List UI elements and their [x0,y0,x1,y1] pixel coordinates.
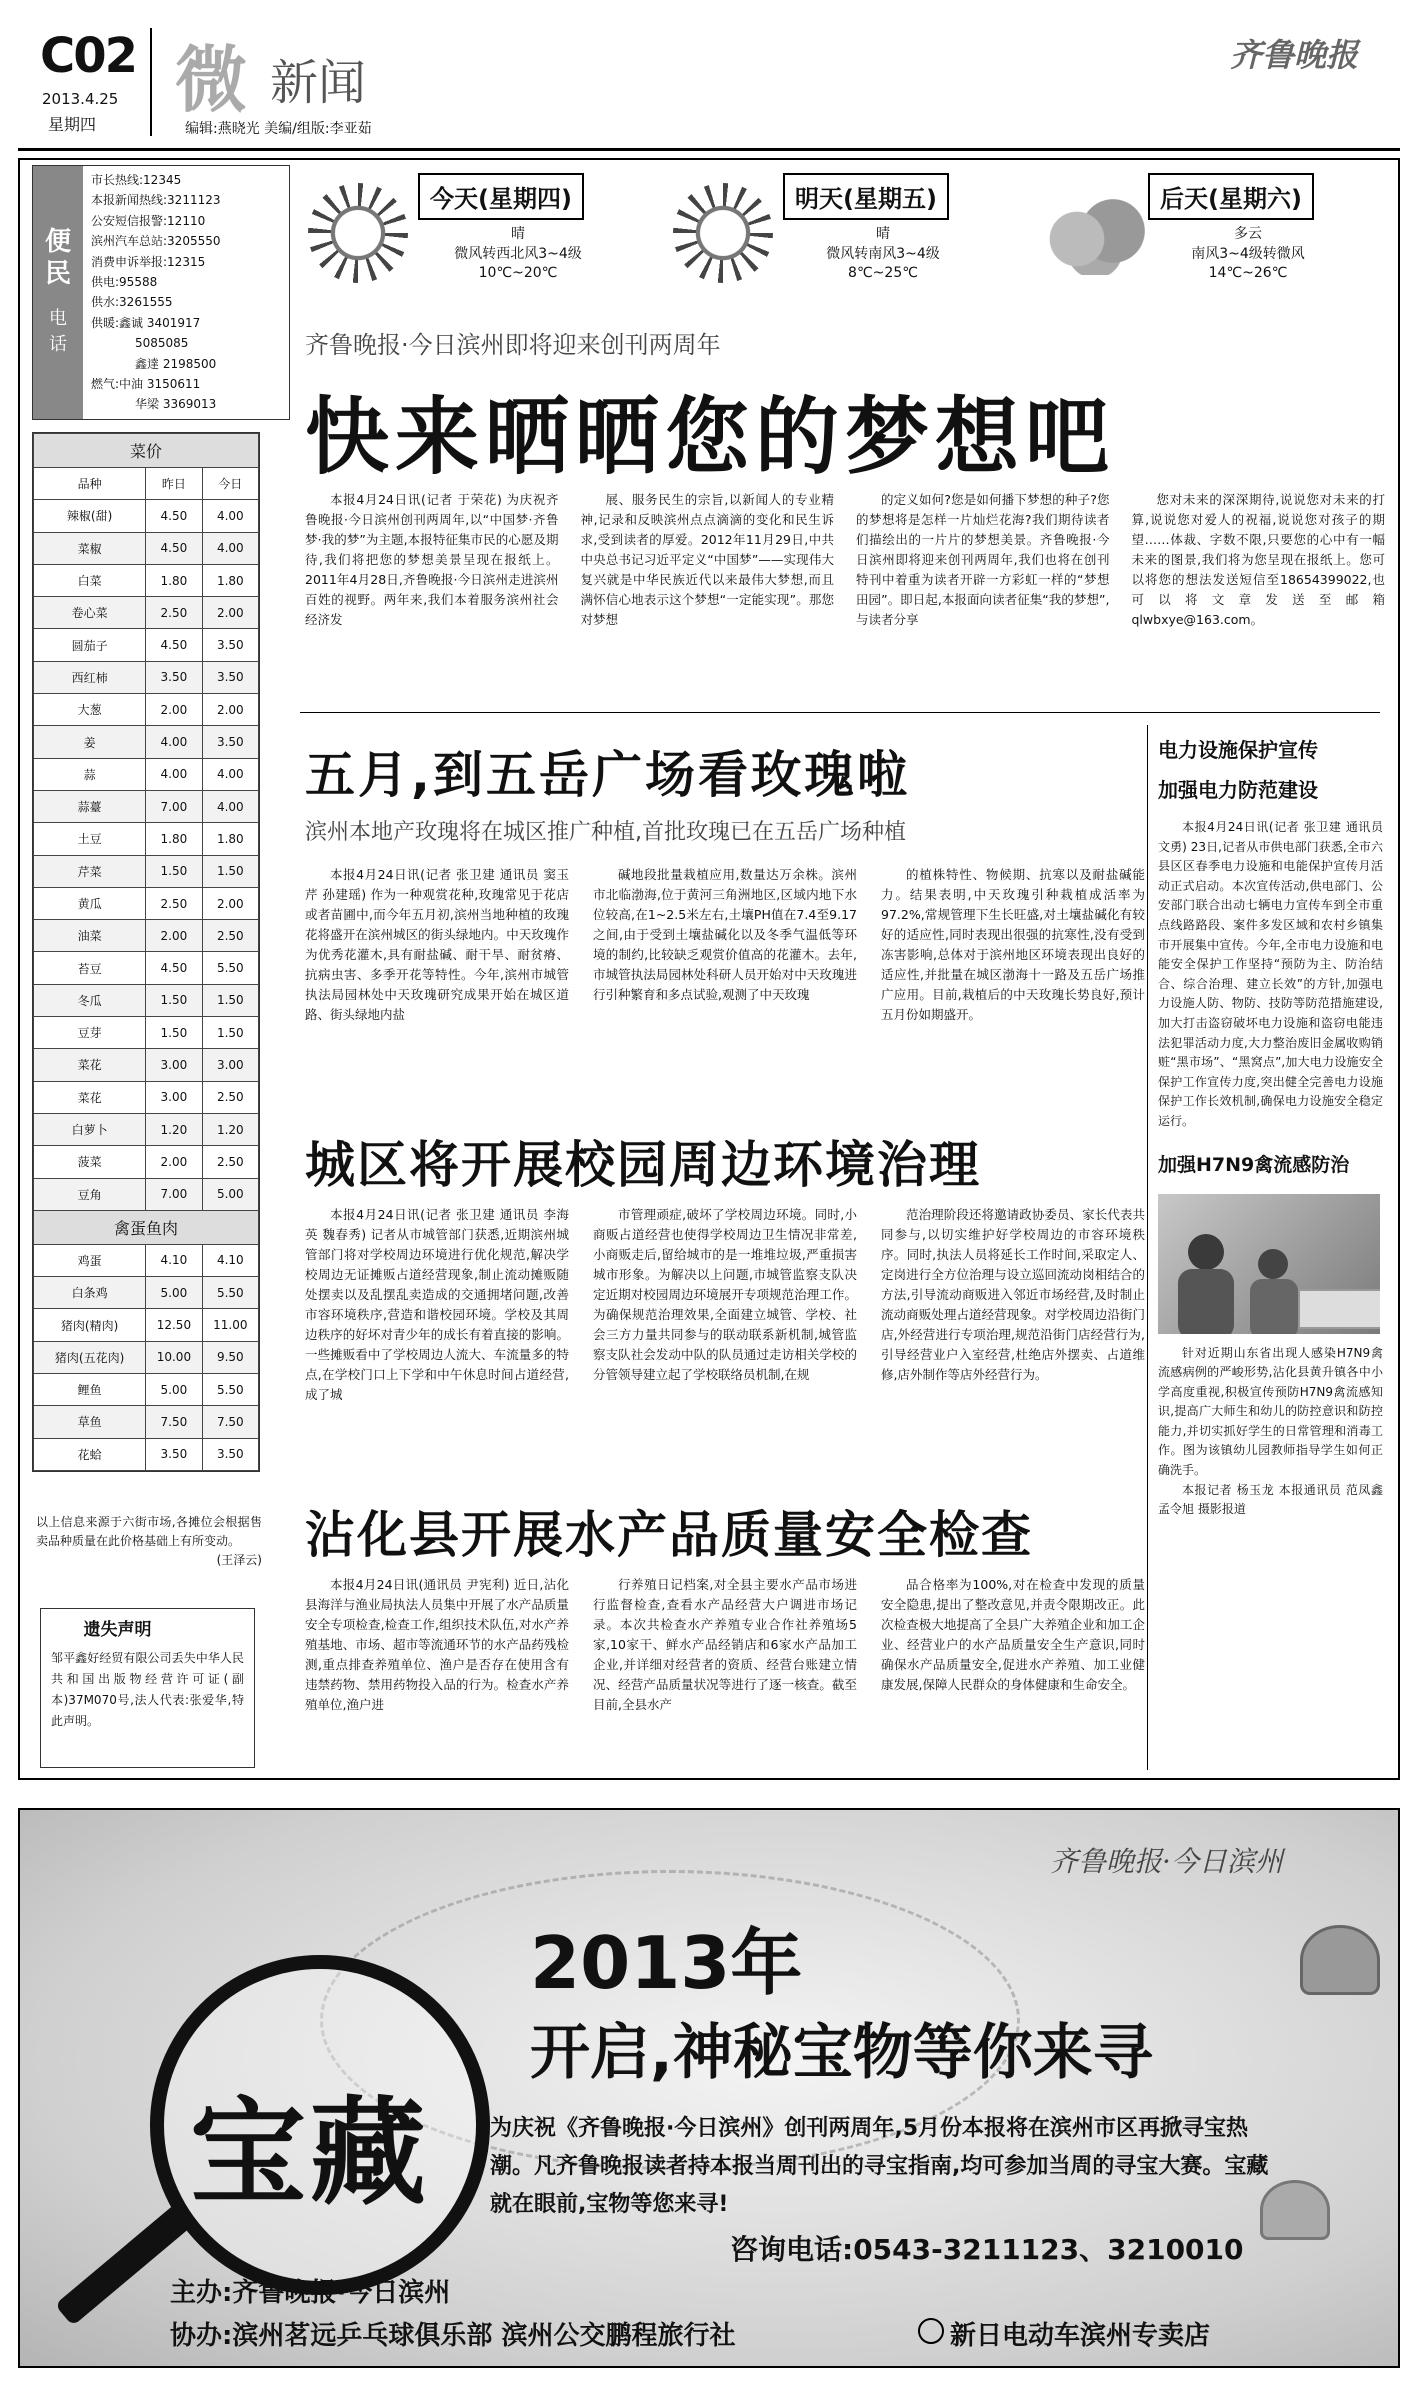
lead-kicker: 齐鲁晚报·今日滨州即将迎来创刊两周年 [305,331,721,359]
weather-day [1030,165,1390,300]
price-kind: 大葱 [34,694,146,726]
aquatic-paragraph: 品合格率为100%,对在检查中发现的质量安全隐患,提出了整改意见,并责令限期改正。此次检查极大地提高了全县广大养殖企业和加工企业、经营业户的水产品质量安全生产意识,同时确保水产品质量安全,促进水产养殖、加工业健康发展,保障人民群众的身体健康和生命安全。 [881,1577,1145,1692]
price-kind: 鲤鱼 [34,1374,146,1406]
lead-headline: 快来晒晒您的梦想吧 [305,388,1116,486]
lead-paragraph: 本报4月24日讯(记者 于荣花) 为庆祝齐鲁晚报·今日滨州创刊两周年,以“中国梦·齐鲁梦·我的梦”为主题,本报特征集市民的心愿及期待,我们将把您的梦想美景呈现在报纸上。2011年4月28日,齐鲁晚报·今日滨州走进滨州百姓的视野。两年来,我们本着服务滨州社会经济发 [305,492,559,627]
aquatic-column [881,1575,1145,1775]
bird-photo [1158,1194,1380,1334]
price-row [34,1113,259,1145]
price-today: 5.50 [202,1374,258,1406]
lead-rule [300,712,1380,713]
price-today: 2.00 [202,887,258,919]
lead-paragraph: 的定义如何?您是如何播下梦想的种子?您的梦想将是怎样一片灿烂花海?我们期待读者们描绘出的一片片的梦想美景。齐鲁晚报·今日滨州即将迎来创刊两周年,我们也将在创刊特刊中着重为读者开辟一方彩虹一样的“梦想田园”。即日起,本报面向读者征集“我的梦想”,与读者分享 [856,492,1110,627]
school-column [881,1205,1145,1485]
price-yesterday: 2.00 [146,1146,202,1178]
weather-day-label: 后天(星期六) [1148,173,1314,220]
ad-co: 协办:滨州茗远乒乓球俱乐部 滨州公交鹏程旅行社 [170,2321,736,2351]
hotline-item: 滨州汽车总站:3205550 [91,234,221,249]
price-yesterday: 5.00 [146,1277,202,1309]
ad-phone: 咨询电话:0543-3211123、3210010 [730,2233,1244,2266]
price-row [34,887,259,919]
price-today: 2.00 [202,694,258,726]
cloud-icon [1035,195,1155,275]
price-kind: 白条鸡 [34,1277,146,1309]
price-yesterday: 4.10 [146,1244,202,1276]
hotline-item: 公安短信报警:12110 [91,213,206,228]
weekday: 星期四 [48,115,97,134]
price-today: 3.50 [202,661,258,693]
masthead-rule [18,148,1400,151]
price-row [34,532,259,564]
aquatic-headline: 沾化县开展水产品质量安全检查 [305,1506,1033,1564]
shell-icon [1300,1925,1380,1995]
price-yesterday: 7.00 [146,790,202,822]
bird-headline: 加强H7N9禽流感防治 [1158,1153,1350,1176]
rose-column [881,865,1145,1115]
rose-headline: 五月,到五岳广场看玫瑰啦 [305,746,910,804]
price-row [34,758,259,790]
weather-bar [300,165,1390,300]
price-today: 1.20 [202,1113,258,1145]
ad-body: 为庆祝《齐鲁晚报·今日滨州》创刊两周年,5月份本报将在滨州市区再掀寻宝热潮。凡齐鲁晚报读者持本报当周刊出的寻宝指南,均可参加当周的寻宝大赛。宝藏就在眼前,宝物等您来寻! [490,2116,1269,2217]
price-today: 4.00 [202,500,258,532]
weather-day-label: 明天(星期五) [783,173,949,220]
hotline-item: 消费申诉举报:12315 [91,254,206,269]
price-row [34,790,259,822]
child-figure-icon [1258,1249,1288,1279]
price-kind: 圆茄子 [34,629,146,661]
child-figure-icon [1178,1269,1234,1334]
power-text: 本报4月24日讯(记者 张卫建 通讯员 文勇) 23日,记者从市供电部门获悉,全市六县区区春季电力设施和电能保护宣传月活动正式启动。本次宣传活动,供电部门、公安部门联合出动七辆电力宣传车到全市重点线路路段、案件多发区域和农村乡镇集市开展集中宣传。今年,全市电力设施和电能安全保护工作坚持“预防为主、防治结合、综合治理、建立长效”的方针,加强电力设施人防、物防、技防等防范措施建设,加大打击盗窃破坏电力设施和盗窃电能违法犯罪活动力度,大力整治废旧金属收购销赃“黑市场”、“黑窝点”,加大电力设施安全保护工作宣传力度,突出健全完善电力设施保护工作长效机制,确保电力设施安全稳定运行。 [1158,820,1383,1128]
meat-title: 禽蛋鱼肉 [34,1210,259,1244]
lead-column [305,490,559,705]
price-yesterday: 5.00 [146,1374,202,1406]
price-kind: 黄瓜 [34,887,146,919]
price-row [34,1438,259,1470]
price-kind: 土豆 [34,823,146,855]
hotline-item: 本报新闻热线:3211123 [91,193,221,208]
treasure-ad [18,1808,1400,2368]
price-kind: 猪肉(五花肉) [34,1341,146,1373]
price-today: 4.00 [202,790,258,822]
price-kind: 菜椒 [34,532,146,564]
price-kind: 姜 [34,726,146,758]
price-today: 4.00 [202,532,258,564]
price-row [34,1341,259,1373]
weather-condition: 晴 [876,226,890,242]
price-note-author: (王泽云) [216,1553,262,1567]
price-kind: 豆芽 [34,1017,146,1049]
price-row [34,1146,259,1178]
price-yesterday: 12.50 [146,1309,202,1341]
price-row [34,1244,259,1276]
hotline-item: 供电:95588 [91,275,158,290]
hotline-item: 市长热线:12345 [91,173,182,187]
price-row [34,661,259,693]
school-column [305,1205,569,1485]
sidebar [1158,730,1383,1770]
price-yesterday: 3.50 [146,1438,202,1470]
price-row [34,1309,259,1341]
price-today: 11.00 [202,1309,258,1341]
price-yesterday: 4.50 [146,629,202,661]
shell-icon [1260,2180,1330,2240]
hotline-label-main: 便民 [45,227,72,289]
price-today: 2.50 [202,1146,258,1178]
sun-icon [673,183,773,283]
lead-body [305,490,1385,705]
price-kind: 菜花 [34,1049,146,1081]
price-today: 5.50 [202,952,258,984]
bird-text: 针对近期山东省出现人感染H7N9禽流感病例的严峻形势,沾化县黄升镇各中小学高度重视,积极宣传预防H7N9禽流感知识,提高广大师生和幼儿的防控意识和防控能力,并切实抓好学生的日常管理和消毒工作。图为该镇幼儿园教师指导学生如何正确洗手。 [1158,1345,1383,1478]
price-kind: 鸡蛋 [34,1244,146,1276]
aquatic-paragraph: 行养殖日记档案,对全县主要水产品市场进行监督检查,查看水产品经营大户调进市场记录。本次共检查水产养殖专业合作社养殖场5家,10家干、鲜水产品经销店和6家水产品加工企业,并详细对经营者的资质、经营台账建立情况、经营产品质量状况等进行了逐一核查。截至目前,全县水产 [593,1577,857,1712]
price-kind: 卷心菜 [34,597,146,629]
price-row [34,920,259,952]
price-row [34,500,259,532]
price-col-yesterday: 昨日 [146,468,202,500]
price-yesterday: 7.00 [146,1178,202,1210]
price-yesterday: 10.00 [146,1341,202,1373]
price-kind: 蒜 [34,758,146,790]
bird-credit: 本报记者 杨玉龙 本报通讯员 范凤鑫 孟令旭 摄影报道 [1158,1482,1383,1517]
lead-paragraph: 展、服务民生的宗旨,以新闻人的专业精神,记录和反映滨州点点滴滴的变化和民生诉求,受到读者的厚爱。2012年11月29日,中共中央总书记习近平定义“中国梦”——实现伟大复兴就是中华民族近代以来最伟大梦想,而且满怀信心地表示这个梦想“一定能实现”。那您对梦想 [580,492,834,627]
price-row [34,823,259,855]
rose-column [305,865,569,1115]
editors: 编辑:燕晓光 美编/组版:李亚茹 [185,121,372,137]
price-row [34,694,259,726]
price-kind: 草鱼 [34,1406,146,1438]
hotline-item: 供暖:鑫诚 3401917 [91,315,201,330]
price-yesterday: 1.80 [146,564,202,596]
price-kind: 豆角 [34,1178,146,1210]
price-yesterday: 2.00 [146,694,202,726]
price-today: 3.50 [202,726,258,758]
price-yesterday: 1.80 [146,823,202,855]
child-figure-icon [1188,1234,1224,1270]
price-row [34,984,259,1016]
rose-body [305,865,1145,1115]
section-news: 新闻 [270,55,367,111]
price-yesterday: 1.20 [146,1113,202,1145]
rose-paragraph: 的植株特性、物候期、抗寒以及耐盐碱能力。结果表明,中天玫瑰引种栽植成活率为97.2%,常规管理下生长旺盛,对土壤盐碱化有较好的适应性,同时表现出很强的抗寒性,没有受到冻害影响,总体对于滨州地区环境表现出良好的适应性,并批量在城区渤海十一路及五岳广场推广应用。目前,栽植后的中天玫瑰长势良好,预计五月份如期盛开。 [881,867,1145,1022]
price-today: 2.50 [202,1081,258,1113]
sponsor-icon [918,2318,944,2344]
price-today: 4.00 [202,758,258,790]
masthead [0,0,1417,150]
price-kind: 猪肉(精肉) [34,1309,146,1341]
price-row [34,855,259,887]
issue-date: 2013.4.25 [42,90,119,108]
ad-big-title: 宝藏 [190,2086,430,2221]
price-today: 1.50 [202,1017,258,1049]
hotline-label-sub: 电话 [49,308,67,355]
school-headline: 城区将开展校园周边环境治理 [305,1136,981,1194]
hotline-item: 燃气:中油 3150611 [91,377,201,392]
price-today: 5.00 [202,1178,258,1210]
weather-day [300,165,660,300]
hotline-item: 华梁 3369013 [135,397,217,412]
ad-year: 2013年 [530,1921,803,2005]
rose-subhead: 滨州本地产玫瑰将在城区推广种植,首批玫瑰已在五岳广场种植 [305,820,906,845]
aquatic-column [593,1575,857,1775]
ad-sponsor: 新日电动车滨州专卖店 [950,2321,1211,2351]
ad-logo: 齐鲁晚报·今日滨州 [1050,1845,1283,1878]
price-col-today: 今日 [202,468,258,500]
price-yesterday: 2.50 [146,887,202,919]
price-box [32,432,260,1472]
price-today: 2.00 [202,597,258,629]
price-today: 1.50 [202,984,258,1016]
weather-wind: 微风转南风3~4级 [826,246,940,262]
price-yesterday: 2.00 [146,920,202,952]
price-kind: 白菜 [34,564,146,596]
price-kind: 苔豆 [34,952,146,984]
price-row [34,564,259,596]
page-code: C02 [40,28,137,84]
ad-slogan: 开启,神秘宝物等你来寻 [530,2018,1153,2088]
price-kind: 花蛤 [34,1438,146,1470]
price-yesterday: 1.50 [146,984,202,1016]
bird-body [1158,1344,1383,1520]
price-row [34,1374,259,1406]
weather-day [665,165,1025,300]
hotline-item: 5085085 [135,336,189,351]
price-yesterday: 3.00 [146,1049,202,1081]
weather-condition: 晴 [511,226,525,242]
price-row [34,629,259,661]
paper-logo: 齐鲁晚报 [1230,36,1359,74]
price-kind: 蒜薹 [34,790,146,822]
hotline-box [32,165,290,420]
hotline-item: 供水:3261555 [91,295,173,310]
section-logo [175,22,435,122]
child-figure-icon [1250,1279,1298,1334]
weather-temp: 14℃~26℃ [1208,265,1288,281]
lead-column [1132,490,1386,705]
price-kind: 冬瓜 [34,984,146,1016]
price-note-text: 以上信息来源于六街市场,各摊位会根据售卖品种质量在此价格基础上有所变动。 [36,1515,262,1548]
price-today: 5.50 [202,1277,258,1309]
price-yesterday: 4.00 [146,726,202,758]
price-today: 2.50 [202,920,258,952]
school-paragraph: 市管理顽症,破坏了学校周边环境。同时,小商贩占道经营也使得学校周边卫生情况非常差,小商贩走后,留给城市的是一堆堆垃圾,严重损害城市形象。为解决以上问题,市城管监察支队决定近期对校园周边环境展开专项规范治理工作。为确保规范治理效果,全面建立城管、学校、社会三方力量共同参与的联动联系新机制,城管监察支队社会发动中队的队员通过走访相关学校的分管领导建立起了学校联络员机制,在规 [593,1207,857,1382]
aquatic-body [305,1575,1145,1775]
price-kind: 菠菜 [34,1146,146,1178]
price-row [34,1049,259,1081]
hotline-item: 鑫達 2198500 [135,356,217,371]
price-row [34,597,259,629]
hotline-list [91,170,286,415]
weather-wind: 南风3~4级转微风 [1191,246,1305,262]
school-paragraph: 范治理阶段还将邀请政协委员、家长代表共同参与,以切实维护好学校周边的市容环境秩序。同时,执法人员将延长工作时间,采取定人、定岗进行全方位治理与设立巡回流动岗相结合的方法,引导流动商贩进入邻近市场经营,及时制止流动商贩处理占道经营现象。对学校周边沿街门店,外经营进行专项治理,规范沿街门店经营行为,引导经营业户入室经营,杜绝店外摆卖、占道维修,店外制作等店外经营行为。 [881,1207,1145,1382]
price-today: 1.80 [202,823,258,855]
school-column [593,1205,857,1485]
price-yesterday: 1.50 [146,1017,202,1049]
price-yesterday: 4.50 [146,500,202,532]
lead-column [581,490,835,705]
price-yesterday: 4.50 [146,532,202,564]
price-kind: 油菜 [34,920,146,952]
price-yesterday: 3.00 [146,1081,202,1113]
price-row [34,1017,259,1049]
lost-notice [40,1608,255,1768]
weather-temp: 8℃~25℃ [848,265,918,281]
power-headline-1: 电力设施保护宣传 [1158,738,1318,762]
rose-column [593,865,857,1115]
price-kind: 白萝卜 [34,1113,146,1145]
aquatic-column [305,1575,569,1775]
rose-paragraph: 碱地段批量栽植应用,数量达万余株。滨州市北临渤海,位于黄河三角洲地区,区域内地下水位较高,在1~2.5米左右,土壤PH值在7.4至9.17之间,由于受到土壤盐碱化以及冬季气温低等环境的制约,比较缺乏观赏价值高的花灌木。去年,市城管执法局园林处科研人员开始对中天玫瑰进行引种繁育和多点试验,观测了中天玫瑰 [593,867,857,1002]
price-yesterday: 2.50 [146,597,202,629]
price-today: 3.50 [202,1438,258,1470]
rose-paragraph: 本报4月24日讯(记者 张卫建 通讯员 窦玉芹 孙建瑶) 作为一种观赏花种,玫瑰常见于花店或者苗圃中,而今年五月初,滨州当地种植的玫瑰花将盛开在滨州城区的街头绿地内。中天玫瑰作为优秀花灌木,具有耐盐碱、耐干旱、耐贫瘠、抗病虫害、多季开花等特性。今年,滨州市城管执法局园林处中天玫瑰研究成果开始在城区道路、街头绿地内盐 [305,867,569,1022]
price-yesterday: 7.50 [146,1406,202,1438]
masthead-divider [150,28,152,136]
price-yesterday: 4.50 [146,952,202,984]
price-today: 3.00 [202,1049,258,1081]
weather-wind: 微风转西北风3~4级 [454,246,582,262]
price-yesterday: 3.50 [146,661,202,693]
weather-temp: 10℃~20℃ [478,265,558,281]
lead-column [856,490,1110,705]
price-row [34,1081,259,1113]
price-row [34,1178,259,1210]
price-row [34,1406,259,1438]
price-yesterday: 1.50 [146,855,202,887]
price-today: 3.50 [202,629,258,661]
section-wei: 微 [175,38,248,122]
aquatic-paragraph: 本报4月24日讯(通讯员 尹宪利) 近日,沾化县海洋与渔业局执法人员集中开展了水产品质量安全专项检查,检查工作,组织技术队伍,对水产养殖基地、市场、超市等流通环节的水产品药残检测,重点排查养殖单位、渔户是否存在使用含有违禁药物、禁用药物投入品的行为。检查水产养殖单位,渔户进 [305,1577,569,1712]
price-row [34,726,259,758]
lost-text: 邹平鑫好经贸有限公司丢失中华人民共和国出版物经营许可证(副本)37M070号,法人代表:张爱华,特此声明。 [51,1651,244,1728]
lead-paragraph: 您对未来的深深期待,说说您对未来的打算,说说您对爱人的祝福,说说您对孩子的期望……体裁、字数不限,只要您的心中有一幅未来的图景,我们将为您呈现在报纸上。您可以将您的想法发送短信至18654399022,也可以将文章发送至邮箱qlwbxye@163.com。 [1131,492,1385,627]
power-headline-2: 加强电力防范建设 [1158,778,1318,802]
sun-icon [308,183,408,283]
price-today: 4.10 [202,1244,258,1276]
sidebar-divider [1147,725,1148,1770]
price-row [34,952,259,984]
lost-title: 遗失声明 [83,1620,152,1640]
price-yesterday: 4.00 [146,758,202,790]
weather-day-label: 今天(星期四) [418,173,584,220]
hotline-label-band [33,166,83,419]
price-today: 9.50 [202,1341,258,1373]
price-col-kind: 品种 [34,468,146,500]
ad-host: 主办:齐鲁晚报·今日滨州 [170,2278,451,2308]
price-today: 1.50 [202,855,258,887]
price-kind: 菜花 [34,1081,146,1113]
price-title: 菜价 [34,434,259,468]
price-table [33,433,259,1471]
price-kind: 辣椒(甜) [34,500,146,532]
price-today: 7.50 [202,1406,258,1438]
power-body [1158,818,1383,1132]
price-kind: 芹菜 [34,855,146,887]
weather-condition: 多云 [1234,226,1262,242]
price-today: 1.80 [202,564,258,596]
price-row [34,1277,259,1309]
school-paragraph: 本报4月24日讯(记者 张卫建 通讯员 李海英 魏春秀) 记者从市城管部门获悉,近期滨州城管部门将对学校周边环境进行优化规范,解决学校周边无证摊贩占道经营现象,制止流动摊贩随处摆卖以及乱摆乱卖造成的交通拥堵问题,改善市容环境秩序,营造和谐校园环境。学校及其周边秩序的好坏对青少年的成长有着直接的影响。一些摊贩看中了学校周边人流大、车流量多的特点,在学校门口上下学和中午休息时间占道经营,成了城 [305,1207,569,1402]
price-kind: 西红柿 [34,661,146,693]
school-body [305,1205,1145,1485]
sink-icon [1298,1289,1380,1329]
price-note [36,1513,262,1570]
